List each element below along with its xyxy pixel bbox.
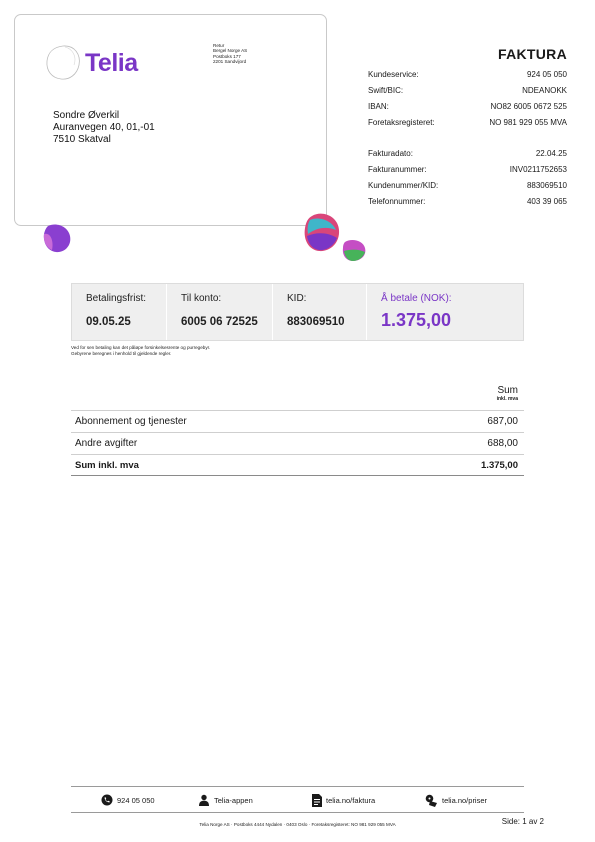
return-line: Postboks 177: [213, 53, 241, 59]
payment-label: KID:: [287, 293, 307, 304]
recipient-name: Sondre Øverkil: [53, 110, 120, 121]
note-line: Ved for sen betaling kan det påløpe forsinkelsesrente og purregebyr.: [71, 345, 211, 350]
decorative-blob-left: [42, 222, 72, 254]
total-label: Sum inkl. mva: [75, 460, 139, 471]
footer-prices-link-text: telia.no/priser: [442, 796, 488, 805]
info-row: [368, 115, 567, 131]
recipient-address: [53, 110, 155, 146]
invoice-info: [368, 146, 567, 210]
decorative-blob-mid: [302, 210, 342, 254]
table-row: [71, 432, 524, 454]
recipient-city: 7510 Skatval: [53, 134, 111, 145]
payment-label: Å betale (NOK):: [381, 293, 452, 304]
info-label: Foretaksregisteret:: [368, 118, 435, 127]
info-row: [368, 194, 567, 210]
info-value: NDEANOKK: [522, 86, 567, 95]
info-value: 22.04.25: [535, 149, 567, 158]
payment-box: [71, 283, 524, 341]
info-value: 403 39 065: [526, 197, 567, 206]
info-row: [368, 67, 567, 83]
summary-table: [71, 385, 524, 476]
info-row: [368, 99, 567, 115]
address-window: [14, 14, 327, 226]
price-tag-icon: [425, 794, 438, 807]
amount-due: 1.375,00: [381, 310, 452, 330]
info-value: NO 981 929 055 MVA: [489, 118, 567, 127]
footer-prices-link[interactable]: [425, 794, 487, 807]
info-value: INV0211752653: [509, 165, 567, 174]
telia-pebble-icon: [43, 43, 83, 83]
footer-contacts: [71, 786, 524, 813]
return-line: Bergel Norge AS: [213, 48, 248, 54]
document-title: FAKTURA: [498, 46, 567, 62]
footer-app[interactable]: [198, 794, 253, 806]
note-line: Gebyrene beregnes i henhold til gjeldende regler.: [71, 350, 172, 356]
payment-value: 09.05.25: [86, 316, 131, 328]
footer-phone-text: 924 05 050: [117, 795, 155, 805]
document-icon: [312, 794, 322, 807]
payment-value: 883069510: [287, 316, 345, 328]
info-label: Fakturanummer:: [368, 165, 427, 174]
info-value: NO82 6005 0672 525: [490, 102, 567, 111]
info-value: 883069510: [526, 181, 567, 190]
footer-invoice-link-text: telia.no/faktura: [326, 796, 376, 805]
info-label: Kundeservice:: [368, 70, 419, 79]
row-value: 688,00: [487, 438, 518, 449]
info-label: Kundenummer/KID:: [368, 181, 439, 190]
payment-amount: [367, 284, 523, 340]
late-payment-note: [71, 345, 210, 357]
total-row: [71, 454, 524, 476]
decorative-blob-right: [341, 238, 367, 262]
info-row: [368, 83, 567, 99]
recipient-street: Auranvegen 40, 01,-01: [53, 122, 155, 133]
return-address: [213, 43, 247, 65]
phone-icon: [101, 794, 113, 806]
row-label: Andre avgifter: [75, 438, 138, 449]
payment-label: Til konto:: [181, 293, 222, 304]
payment-kid: [273, 284, 367, 340]
payment-label: Betalingsfrist:: [86, 293, 147, 304]
person-icon: [198, 794, 210, 806]
footer-invoice-link[interactable]: [312, 794, 375, 807]
info-value: 924 05 050: [526, 70, 567, 79]
telia-logo: [43, 43, 153, 83]
payment-due-date: [72, 284, 167, 340]
return-line: 2201 Sandvijord: [213, 59, 247, 65]
summary-col-subtitle: inkl. mva: [496, 396, 518, 402]
info-row: [368, 146, 567, 162]
contact-info: [368, 67, 567, 131]
payment-account: [167, 284, 273, 340]
legal-footer: Telia Norge AS · Postboks 4444 Nydalen · 0403 Oslo · Foretaksregisteret: NO 981 929 055 MVA: [199, 822, 396, 827]
summary-col-title: Sum: [497, 385, 518, 396]
info-label: Telefonnummer:: [368, 197, 426, 206]
page-number: Side: 1 av 2: [501, 817, 544, 826]
info-label: Swift/BIC:: [368, 86, 404, 95]
payment-value: 6005 06 72525: [181, 316, 258, 328]
footer-phone[interactable]: [101, 794, 155, 806]
return-line: Retur: [213, 43, 225, 48]
info-row: [368, 162, 567, 178]
total-value: 1.375,00: [481, 460, 518, 471]
info-row: [368, 178, 567, 194]
table-row: [71, 410, 524, 432]
info-label: IBAN:: [368, 102, 389, 111]
row-label: Abonnement og tjenester: [75, 416, 187, 427]
summary-header: [71, 385, 524, 402]
telia-logo-text: Telia: [85, 49, 138, 77]
info-label: Fakturadato:: [368, 149, 413, 158]
row-value: 687,00: [487, 416, 518, 427]
footer-app-text: Telia-appen: [214, 795, 253, 805]
